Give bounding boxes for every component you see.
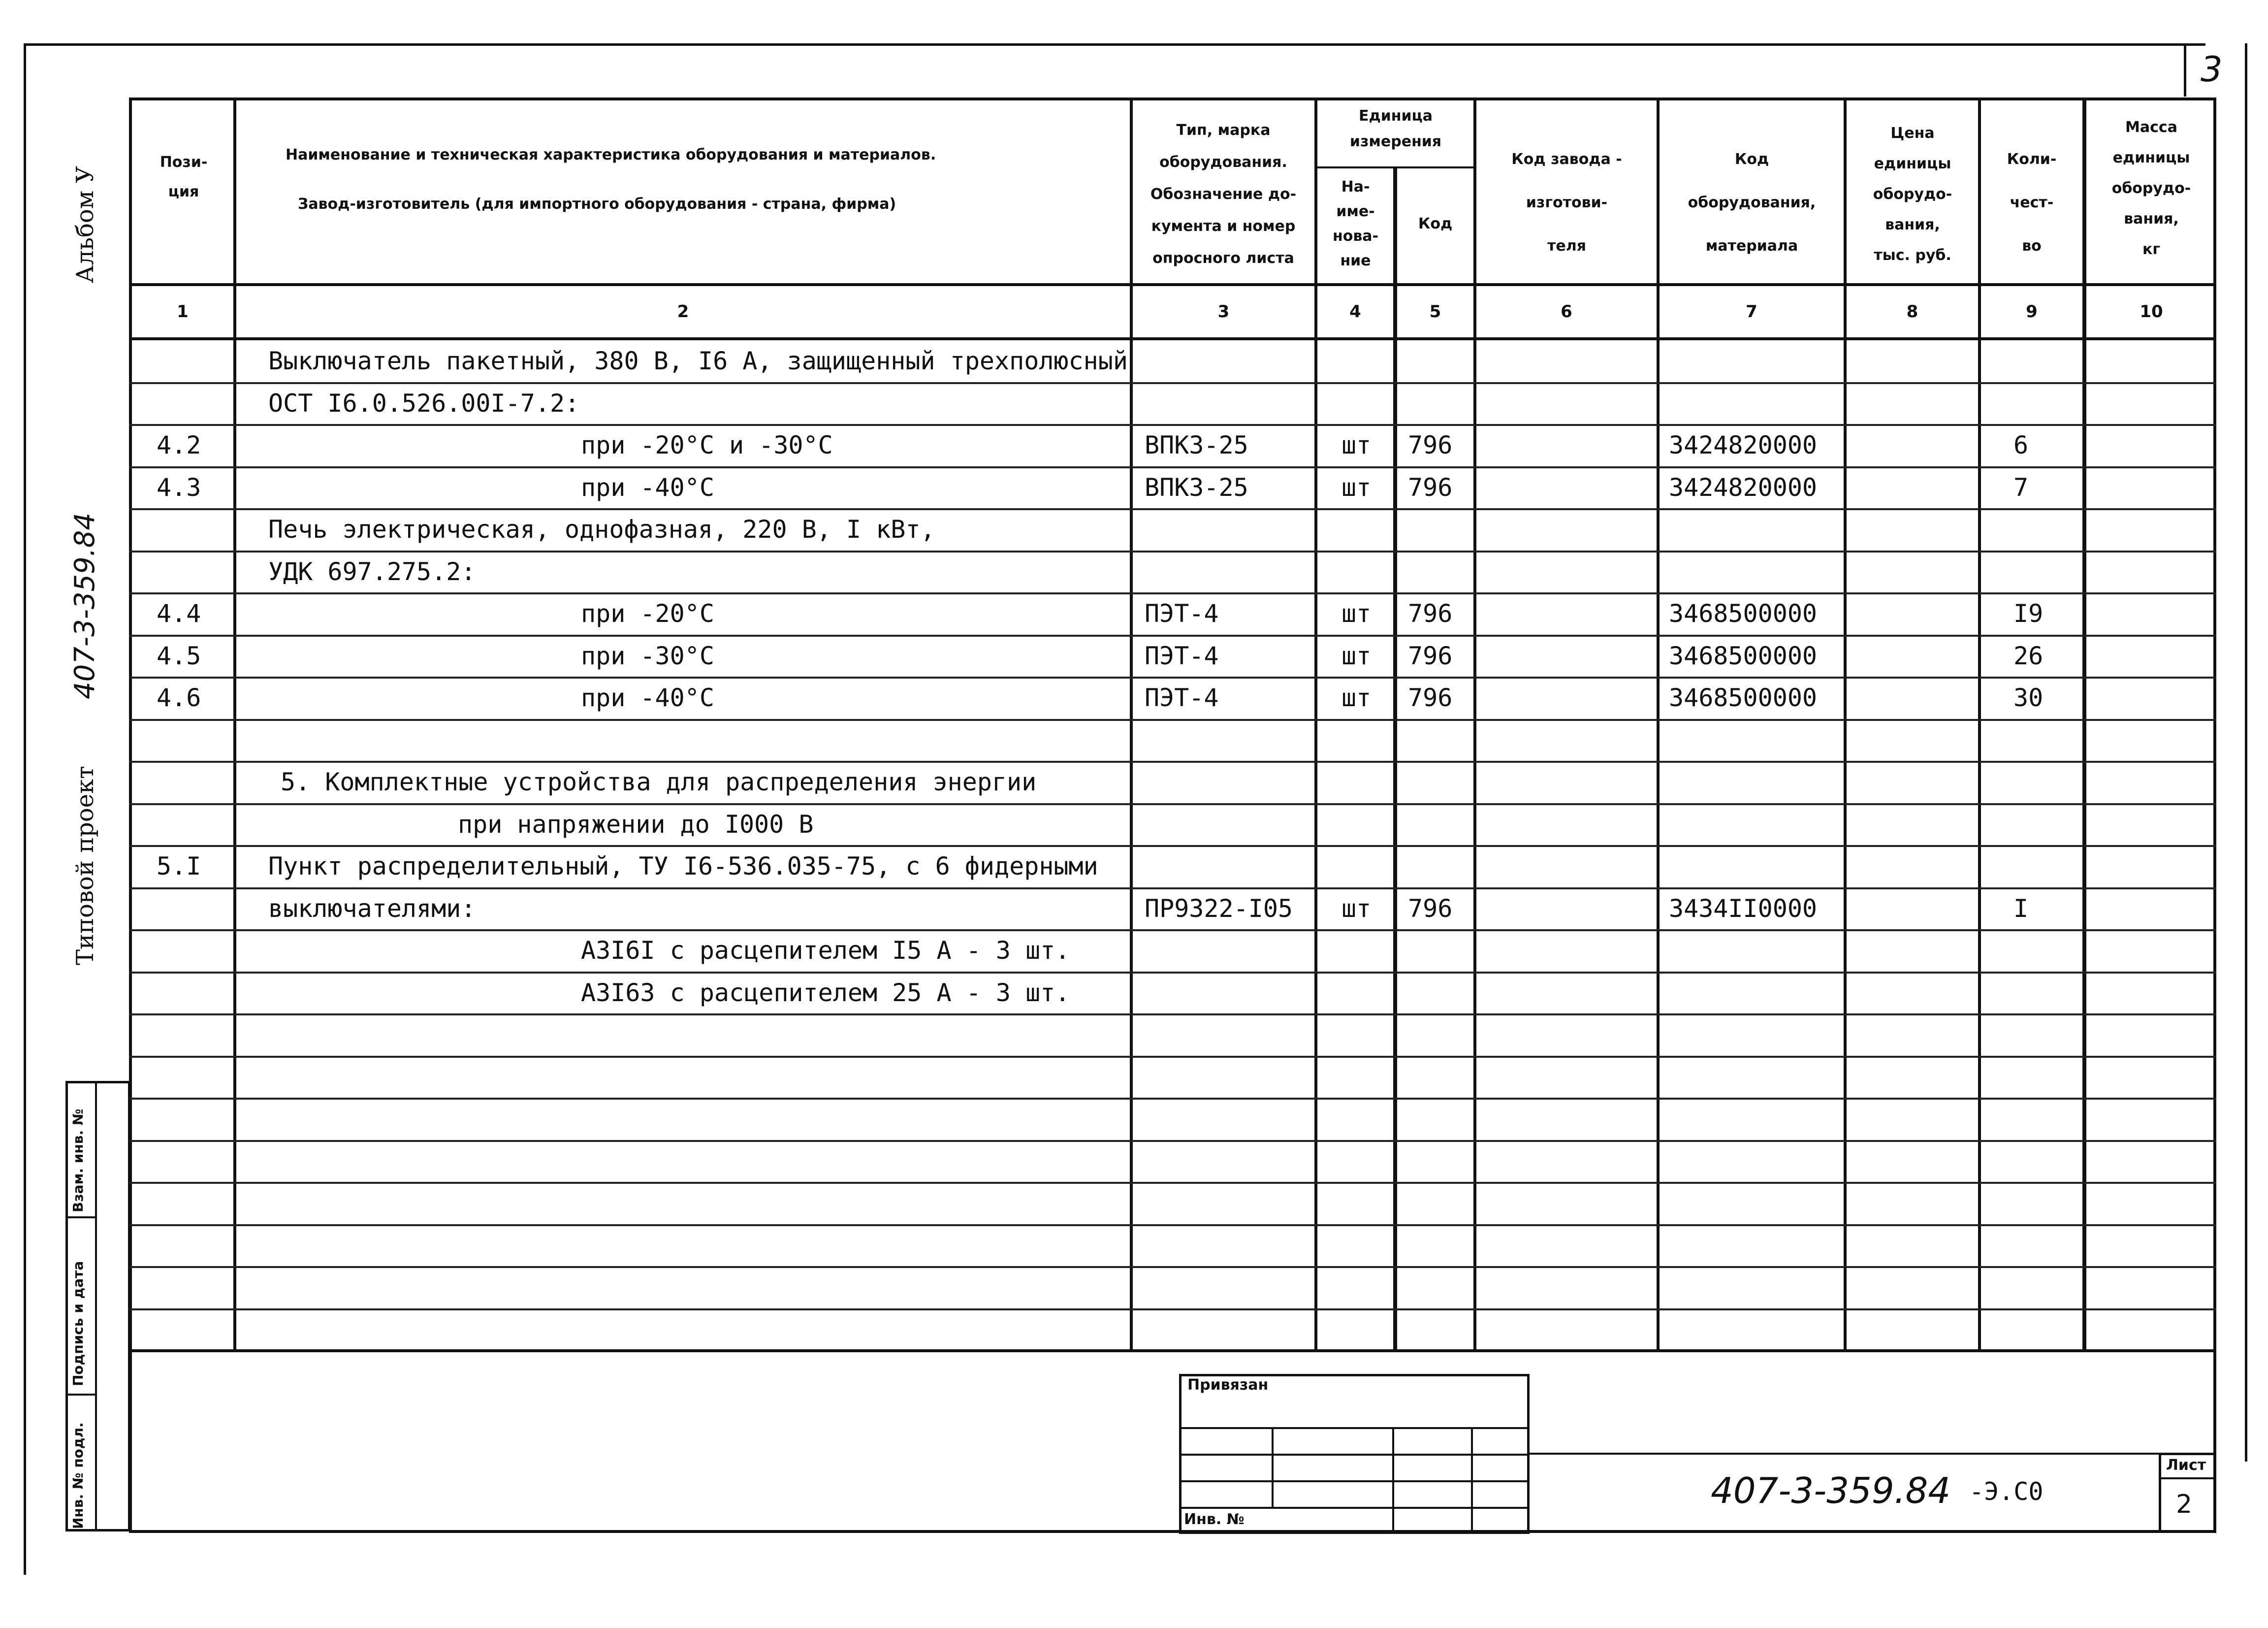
row-line [129,1013,2216,1015]
header-unit: Единица измерения [1349,107,1442,150]
page-border-top [25,43,2205,46]
header-position: Пози- ция [160,154,208,200]
row-name: Пункт распределительный, ТУ I6-536.035-75, с 6 фидерными [268,852,1098,880]
row-type: ПЭТ-4 [1145,684,1219,712]
colnum-7: 7 [1746,302,1757,322]
row-unit: шт [1342,599,1372,628]
tb-line-3 [1179,1480,1530,1482]
row-type: ВПКЗ-25 [1145,431,1248,459]
tb-vline-3 [1471,1427,1473,1533]
row-equip-code: 3424820000 [1669,473,1818,502]
colnum-4: 4 [1349,302,1361,322]
table-row [0,845,2268,887]
row-line [129,1056,2216,1058]
row-unit-code: 796 [1408,894,1453,923]
header-type: Тип, марка оборудования. Обозначение до- кумента и номер опросного листа [1150,122,1297,267]
colnum-5: 5 [1429,302,1441,322]
row-name: при -40°С [581,684,714,712]
row-unit: шт [1342,642,1372,670]
table-row [0,382,2268,424]
row-unit: шт [1342,894,1372,923]
row-position: 4.2 [157,431,201,459]
header-factory-code: Код завода - изготови- теля [1511,151,1622,255]
row-name: Выключатель пакетный, 380 В, I6 А, защищенный трехполюсный [268,347,1128,375]
header-quantity: Коли- чест- во [2007,151,2057,255]
row-name: 5. Комплектные устройства для распределения энергии [281,768,1037,796]
sheet-corner-number: 3 [2201,49,2223,90]
doc-suffix: -Э.С0 [1969,1477,2044,1506]
tb-vline-1 [1272,1427,1274,1507]
table-row [0,761,2268,803]
tb-line-2 [1179,1454,1530,1456]
table-row [0,929,2268,972]
table-row [0,551,2268,593]
colnum-6: 6 [1561,302,1572,322]
row-type: ПР9322-I05 [1145,894,1293,923]
tb-vline-2 [1392,1427,1394,1533]
row-name: А3I63 с расцепителем 25 А - 3 шт. [581,978,1070,1007]
row-type: ВПКЗ-25 [1145,473,1248,502]
row-type: ПЭТ-4 [1145,642,1219,670]
row-equip-code: 3434II0000 [1669,894,1818,923]
row-unit-code: 796 [1408,473,1453,502]
row-name: при -20°С [581,599,714,628]
sheet-number: 2 [2176,1490,2193,1519]
sheet-box-split [2159,1477,2216,1479]
header-name: Наименование и техническая характеристика оборудования и материалов. Завод-изготовитель (для импортного оборудования - страна, фирма) [286,146,936,213]
row-name: УДК 697.275.2: [268,557,476,586]
table-row [0,803,2268,846]
row-line [129,1308,2216,1310]
header-unit-code: Код [1418,215,1453,232]
inv-orig-label: Инв. № подл. [70,1422,86,1529]
row-quantity: 30 [2013,684,2044,712]
colnum-2: 2 [677,302,689,322]
row-type: ПЭТ-4 [1145,599,1219,628]
inv-no-label: Инв. № [1184,1511,1245,1528]
tb-line-1 [1179,1427,1530,1429]
colnum-8: 8 [1906,302,1918,322]
row-line [129,1098,2216,1100]
colnum-1: 1 [177,302,189,322]
row-name: выключателями: [268,894,476,923]
tb-line-4 [1179,1507,1530,1509]
row-name: при -40°С [581,473,714,502]
row-quantity: 6 [2013,431,2029,459]
attached-label: Привязан [1187,1376,1269,1394]
row-name: Печь электрическая, однофазная, 220 В, I кВт, [268,515,935,544]
doc-code: 407-3-359.84 [1711,1470,1951,1511]
replace-inv-label: Взам. инв. № [70,1108,86,1212]
row-quantity: I [2013,894,2029,923]
row-position: 4.4 [157,599,201,628]
row-unit: шт [1342,473,1372,502]
table-row [0,972,2268,1014]
row-name: А3I6I с расцепителем I5 А - 3 шт. [581,936,1070,965]
row-equip-code: 3468500000 [1669,642,1818,670]
header-equip-code: Код оборудования, материала [1688,151,1816,255]
row-equip-code: 3468500000 [1669,599,1818,628]
table-row [0,340,2268,382]
row-name: при -30°С [581,642,714,670]
table-row [0,887,2268,930]
table-row [0,719,2268,761]
row-name: ОСТ I6.0.526.00I-7.2: [268,389,580,418]
table-row [0,466,2268,509]
row-position: 4.3 [157,473,201,502]
row-unit-code: 796 [1408,642,1453,670]
table-row [0,592,2268,635]
row-unit-code: 796 [1408,599,1453,628]
row-position: 4.6 [157,684,201,712]
row-unit: шт [1342,431,1372,459]
table-body-bottom [129,1349,2216,1352]
row-unit-code: 796 [1408,431,1453,459]
corner-box-left [2184,43,2186,97]
table-row [0,424,2268,466]
side-stamp-divider [95,1081,97,1531]
row-name: при -20°С и -30°С [581,431,833,459]
row-quantity: 26 [2013,642,2044,670]
table-row [0,508,2268,551]
row-name: при напряжении до I000 В [458,810,814,839]
tb-doc-line [1530,1453,2216,1455]
sheet-label: Лист [2166,1457,2206,1474]
side-stamp-sep-1 [65,1216,96,1218]
row-quantity: I9 [2013,599,2044,628]
row-line [129,1182,2216,1184]
header-unit-name: На- име- нова- ние [1332,178,1379,269]
colnum-3: 3 [1217,302,1230,322]
typical-project-label: Типовой проект [71,766,99,965]
row-line [129,1224,2216,1226]
album-label: Альбом У [71,165,99,283]
row-quantity: 7 [2013,473,2029,502]
row-equip-code: 3468500000 [1669,684,1818,712]
colnum-9: 9 [2026,302,2038,322]
row-position: 5.I [157,852,201,880]
row-line [129,1140,2216,1142]
row-equip-code: 3424820000 [1669,431,1818,459]
row-unit-code: 796 [1408,684,1453,712]
header-mass: Масса единицы оборудо- вания, кг [2111,119,2191,258]
header-price: Цена единицы оборудо- вания, тыс. руб. [1873,125,1952,264]
table-row [0,677,2268,719]
colnum-10: 10 [2140,302,2163,322]
row-unit: шт [1342,684,1372,712]
project-code-hand: 407-3-359.84 [69,513,101,699]
side-stamp-sep-2 [65,1394,96,1396]
row-line [129,1266,2216,1268]
sign-date-label: Подпись и дата [70,1261,86,1386]
row-position: 4.5 [157,642,201,670]
unit-header-split [1314,166,1475,168]
table-row [0,635,2268,677]
